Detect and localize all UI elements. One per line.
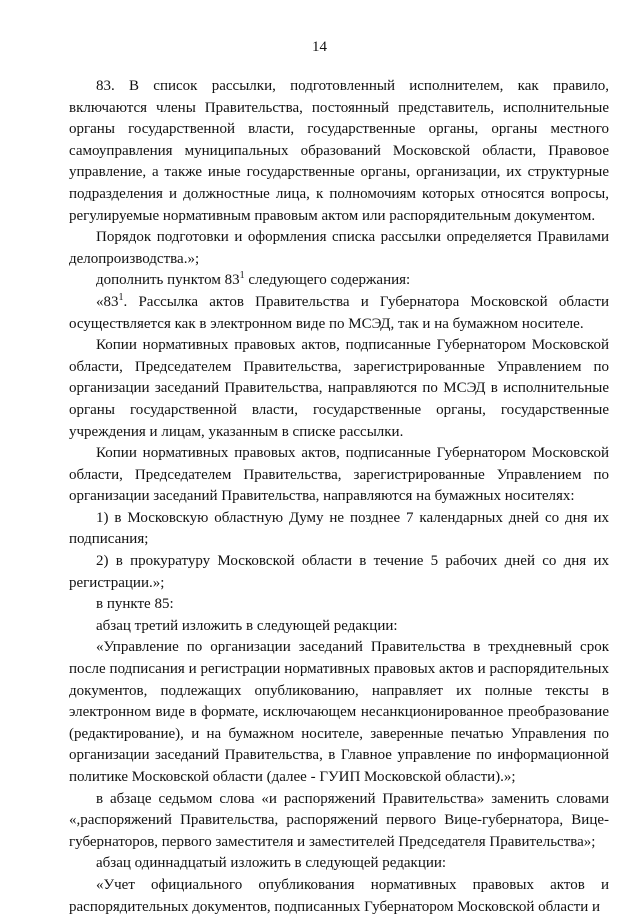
document-body — [69, 76, 609, 918]
paragraph-seventh-abzac: в абзаце седьмом слова «и распоряжений Правительства» заменить словами «,распоряжений Правительства, распоряжений первого Вице-губернатора, Вице-губернаторов, первого заместителя и заместителей Председателя Правительства»; — [69, 790, 609, 850]
paragraph-item-83: 83. В список рассылки, подготовленный исполнителем, как правило, включаются члены Правительства, постоянный представитель, исполнительные органы государственной власти, государственные органы, органы местного самоуправления муниципальных образований Московской области, Правовое управление, а также иные государственные органы, организации, их структурные подразделения и должностные лица, к полномочиям которых относятся вопросы, регулируемые нормативным правовым актом или распорядительным документом. — [69, 78, 609, 224]
paragraph-paper-copies: Копии нормативных правовых актов, подписанные Губернатором Московской области, Председателем Правительства, зарегистрированные Управлением по организации заседаний Правительства, направляются на бумажных носителях: — [69, 445, 609, 505]
paragraph-text-before: «83 — [96, 293, 119, 310]
paragraph-third-abzac: абзац третий изложить в следующей редакции: — [96, 617, 398, 634]
paragraph-publication-quote: «Учет официального опубликования нормативных правовых актов и распорядительных документов, подписанных Губернатором Московской области и — [69, 876, 609, 915]
superscript-index: 1 — [239, 270, 245, 282]
superscript-index: 1 — [118, 291, 124, 303]
paragraph-item-85: в пункте 85: — [96, 596, 174, 613]
paragraph-electronic-copies: Копии нормативных правовых актов, подписанные Губернатором Московской области, Председателем Правительства, зарегистрированные Управлением по организации заседаний Правительства, направляются по МСЭД в исполнительные органы государственной власти, государственные органы, государственные учреждения и лицам, указанным в списке рассылки. — [69, 337, 609, 440]
paragraph-item-83-1 — [69, 292, 609, 335]
paragraph-text-after: . Рассылка актов Правительства и Губернатора Московской области осуществляется как в электронном виде по МСЭД, так и на бумажном носителе. — [69, 293, 609, 332]
page-number: 14 — [312, 39, 327, 55]
paragraph-eleventh-abzac: абзац одиннадцатый изложить в следующей редакции: — [96, 855, 447, 872]
paragraph-text-after: следующего содержания: — [244, 272, 411, 289]
paragraph-management-quote: «Управление по организации заседаний Правительства в трехдневный срок после подписания и регистрации нормативных правовых актов и распорядительных документов, подлежащих опубликованию, направляет их полные тексты в электронном виде в формате, исключающем несанкционированное преобразование (редактирование), и на бумажном носителе, заверенные печатью Управления по организации заседаний Правительства, в Главное управление по информационной политике Московской области (далее - ГУИП Московской области).»; — [69, 639, 609, 785]
paragraph-text-before: дополнить пунктом 83 — [96, 272, 240, 289]
paragraph-list-item-duma: 1) в Московскую областную Думу не позднее 7 календарных дней со дня их подписания; — [69, 509, 609, 548]
paragraph-add-item-83-1 — [69, 270, 609, 292]
paragraph-mailing-order: Порядок подготовки и оформления списка рассылки определяется Правилами делопроизводства.»; — [69, 229, 609, 267]
paragraph-list-item-prosecutor: 2) в прокуратуру Московской области в течение 5 рабочих дней со дня их регистрации.»; — [69, 553, 609, 591]
